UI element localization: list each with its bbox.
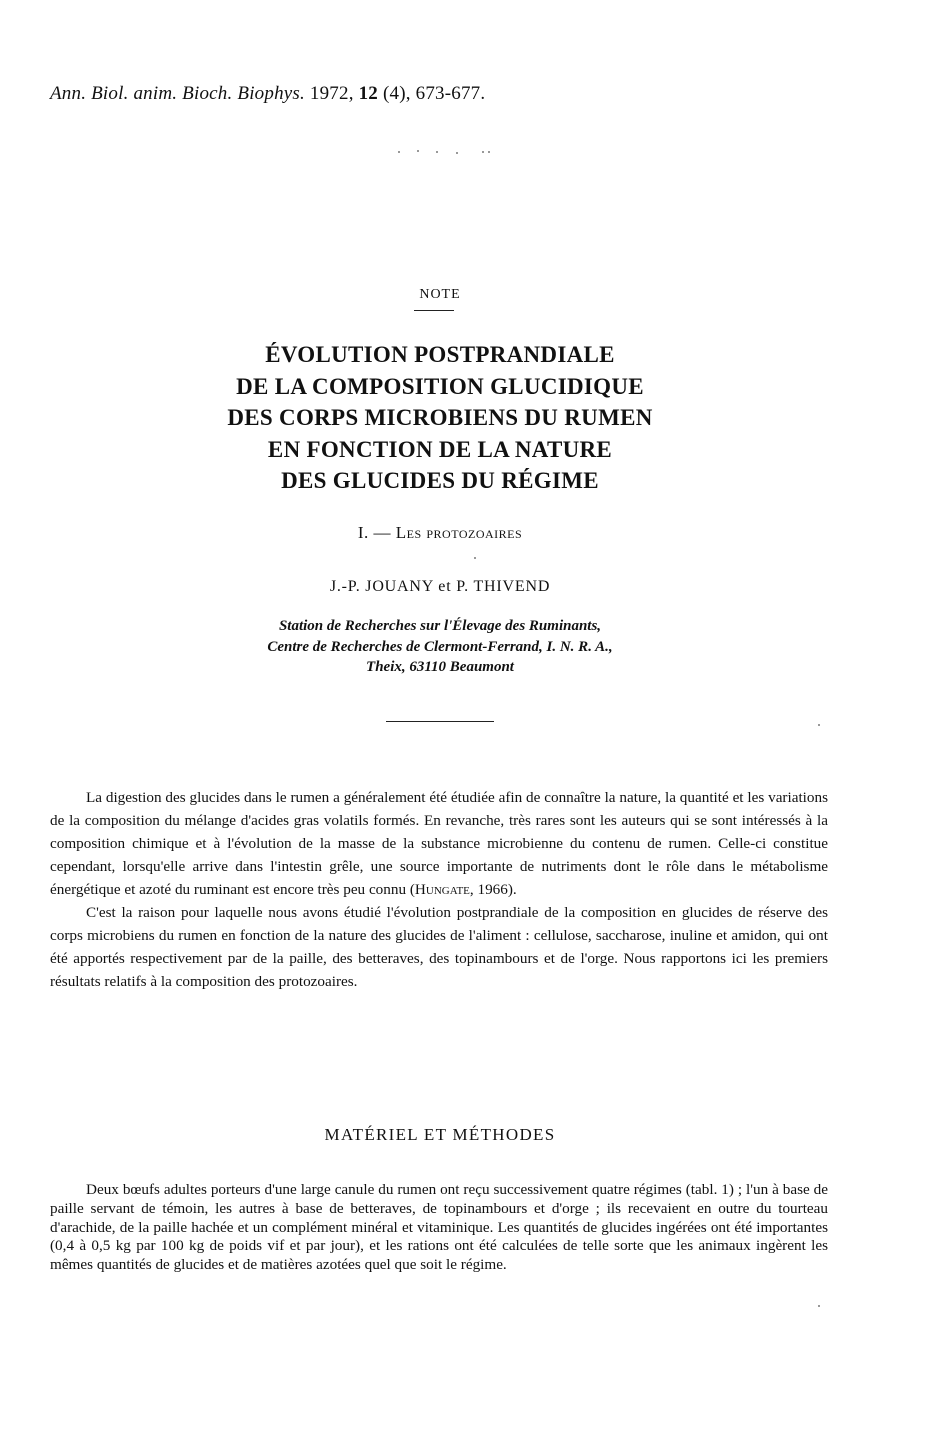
scan-speck — [818, 724, 820, 726]
separator-rule — [386, 721, 494, 722]
affiliation-line: Theix, 63110 Beaumont — [366, 659, 514, 675]
scan-speck — [474, 557, 476, 559]
journal-year: 1972, — [309, 83, 354, 104]
methods-section — [50, 1181, 828, 1275]
journal-volume: 12 — [358, 83, 379, 104]
scan-speck — [436, 151, 438, 153]
citation-author: Hungate — [414, 881, 470, 898]
scan-speck — [488, 151, 490, 153]
scan-speck — [398, 151, 400, 153]
intro-paragraph-1 — [50, 786, 828, 901]
authors: J.-P. JOUANY et P. THIVEND — [329, 578, 551, 595]
scan-speck — [818, 1305, 820, 1307]
scan-speck — [417, 150, 419, 152]
note-underline — [414, 310, 454, 311]
methods-paragraph-1: Deux bœufs adultes porteurs d'une large canule du rumen ont reçu successivement quatre régimes (tabl. 1) ; l'un à base de paille servant de témoin, les autres à base de betteraves, de topinambours et d'orge ; ils recevaient en outre du tourteau d'arachide, de la paille hachée et un complément minéral et vitaminique. Les quantités de glucides ingérées ont été importantes (0,4 à 0,5 kg par 100 kg de poids vif et par jour), et les rations ont été calculées de telle sorte que les animaux ingèrent les mêmes quantités de glucides et de matières azotées quel que soit le régime. — [50, 1181, 828, 1274]
title-line: DES CORPS MICROBIENS DU RUMEN — [227, 405, 653, 430]
article-subtitle: I. — Les protozoaires — [357, 523, 523, 542]
affiliation-line: Centre de Recherches de Clermont-Ferrand, I. N. R. A., — [267, 638, 613, 655]
journal-issue: (4), — [382, 83, 411, 104]
title-line: ÉVOLUTION POSTPRANDIALE — [265, 342, 615, 367]
note-label: NOTE — [419, 287, 461, 302]
title-line: DES GLUCIDES DU RÉGIME — [281, 468, 599, 493]
title-line: EN FONCTION DE LA NATURE — [267, 436, 613, 462]
scan-speck — [482, 151, 484, 153]
article-title — [0, 339, 880, 497]
journal-citation — [50, 83, 485, 105]
journal-name: Ann. Biol. anim. Bioch. Biophys. — [50, 83, 305, 104]
scan-speck — [456, 152, 458, 154]
title-line: DE LA COMPOSITION GLUCIDIQUE — [236, 373, 644, 399]
section-heading: MATÉRIEL ET MÉTHODES — [324, 1125, 556, 1144]
intro-paragraph-2: C'est la raison pour laquelle nous avons étudié l'évolution postprandiale de la composition en glucides de réserve des corps microbiens du rumen en fonction de la nature des glucides de l'aliment : cellulose, saccharose, inuline et amidon, qui ont été apportés respectivement par de la paille, des betteraves, des topinambours et de l'orge. Nous rapportons ici les premiers résultats relatifs à la composition des protozoaires. — [50, 904, 828, 990]
journal-pages: 673-677. — [415, 83, 486, 104]
citation-year: , 1966). — [469, 881, 517, 898]
introduction — [50, 786, 828, 993]
affiliation-line: Station de Recherches sur l'Élevage des Ruminants, — [278, 618, 602, 634]
affiliation — [0, 616, 880, 678]
intro-paragraph-1-text: La digestion des glucides dans le rumen a généralement été étudiée afin de connaître la nature, la quantité et les variations de la composition du mélange d'acides gras volatils formés. En revanche, très rares sont les auteurs qui se sont intéressés à la composition chimique et à l'évolution de la masse de la substance microbienne du contenu de rumen. Celle-ci constitue cependant, lorsqu'elle arrive dans l'intestin grêle, une source importante de nutriments dont le rôle dans le métabolisme énergétique et azoté du ruminant est encore très peu connu ( — [50, 789, 828, 898]
